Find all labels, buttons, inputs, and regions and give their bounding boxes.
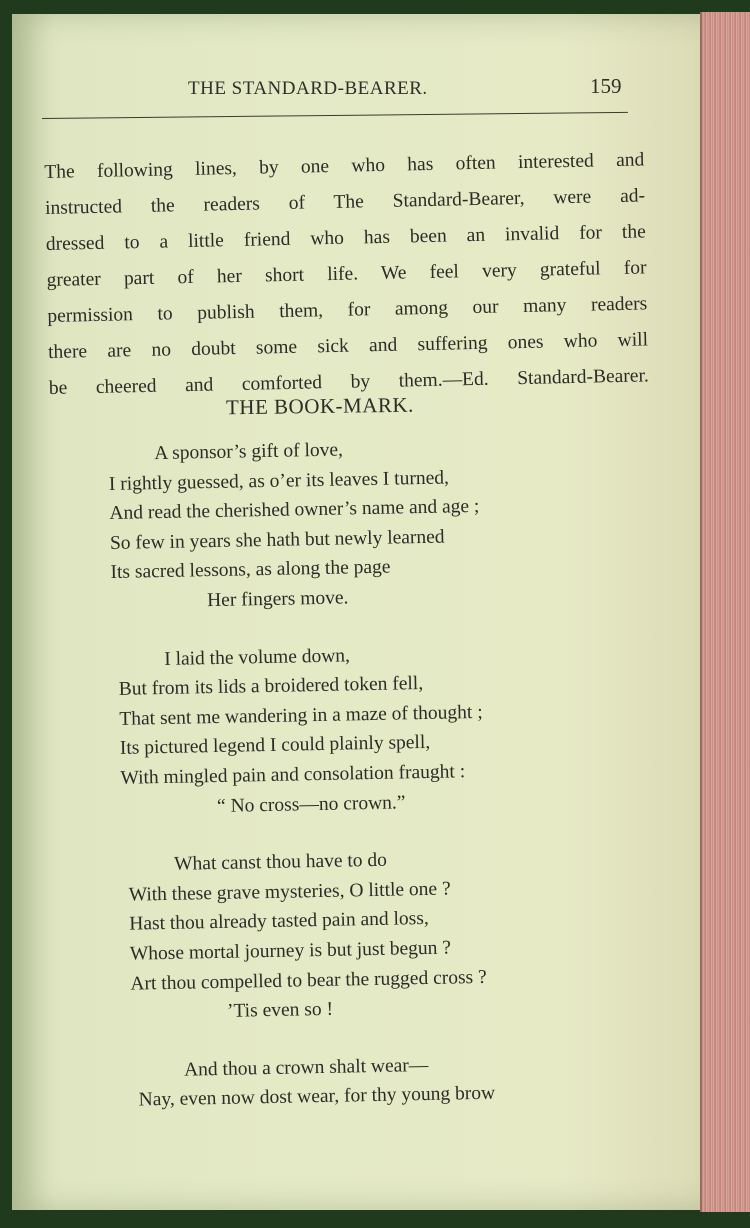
- verse-line: And thou a crown shalt wear—: [183, 1054, 429, 1081]
- intro-line: be cheered and comforted by them.—Ed. Standard-Bearer.: [48, 365, 649, 399]
- verse-line: A sponsor’s gift of love,: [154, 439, 344, 465]
- intro-line: dressed to a little friend who has been an invalid for the: [45, 221, 646, 255]
- verse-line: With these grave mysteries, O little one ?: [128, 878, 451, 906]
- verse-line: Her fingers move.: [206, 587, 349, 612]
- verse-line: What canst thou have to do: [173, 849, 388, 875]
- verse-line: But from its lids a broidered token fell,: [118, 673, 424, 700]
- verse-line: Its pictured legend I could plainly spell,: [119, 732, 431, 760]
- page-number: 159: [590, 74, 622, 98]
- poem-title: THE BOOK-MARK.: [225, 392, 414, 420]
- intro-line: The following lines, by one who has often interested and: [44, 149, 645, 183]
- verse-line: ’Tis even so !: [226, 998, 334, 1022]
- page-edges: [700, 12, 750, 1212]
- poem-body: [108, 430, 641, 1144]
- verse-line: Nay, even now dost wear, for thy young brow: [138, 1082, 496, 1111]
- verse-line: So few in years she hath but newly learned: [109, 526, 445, 554]
- verse-line: I laid the volume down,: [164, 644, 351, 670]
- stanza-3: [128, 841, 639, 1028]
- intro-line: instructed the readers of The Standard-Bearer, were ad-: [44, 185, 646, 219]
- intro-line: greater part of her short life. We feel very grateful for: [46, 257, 647, 291]
- verse-line: With mingled pain and consolation fraught :: [120, 761, 466, 789]
- stanza-1: [108, 430, 631, 618]
- verse-line: And read the cherished owner’s name and age ;: [109, 496, 480, 525]
- stanza-4: [138, 1047, 641, 1116]
- stanza-2: [118, 636, 635, 823]
- running-title: THE STANDARD-BEARER.: [188, 78, 428, 99]
- verse-line: Whose mortal journey is but just begun ?: [129, 937, 452, 965]
- verse-line: That sent me wandering in a maze of thought ;: [119, 701, 483, 730]
- intro-line: permission to publish them, for among our many readers: [47, 293, 648, 327]
- verse-line: I rightly guessed, as o’er its leaves I turned,: [108, 467, 450, 495]
- verse-line: Hast thou already tasted pain and loss,: [129, 908, 429, 935]
- intro-line: there are no doubt some sick and suffering ones who will: [47, 329, 649, 363]
- verse-line: Its sacred lessons, as along the page: [110, 556, 391, 584]
- editorial-note: [44, 142, 649, 407]
- verse-line: Art thou compelled to bear the rugged cross ?: [130, 966, 487, 995]
- verse-line: “ No cross—no crown.”: [216, 791, 406, 817]
